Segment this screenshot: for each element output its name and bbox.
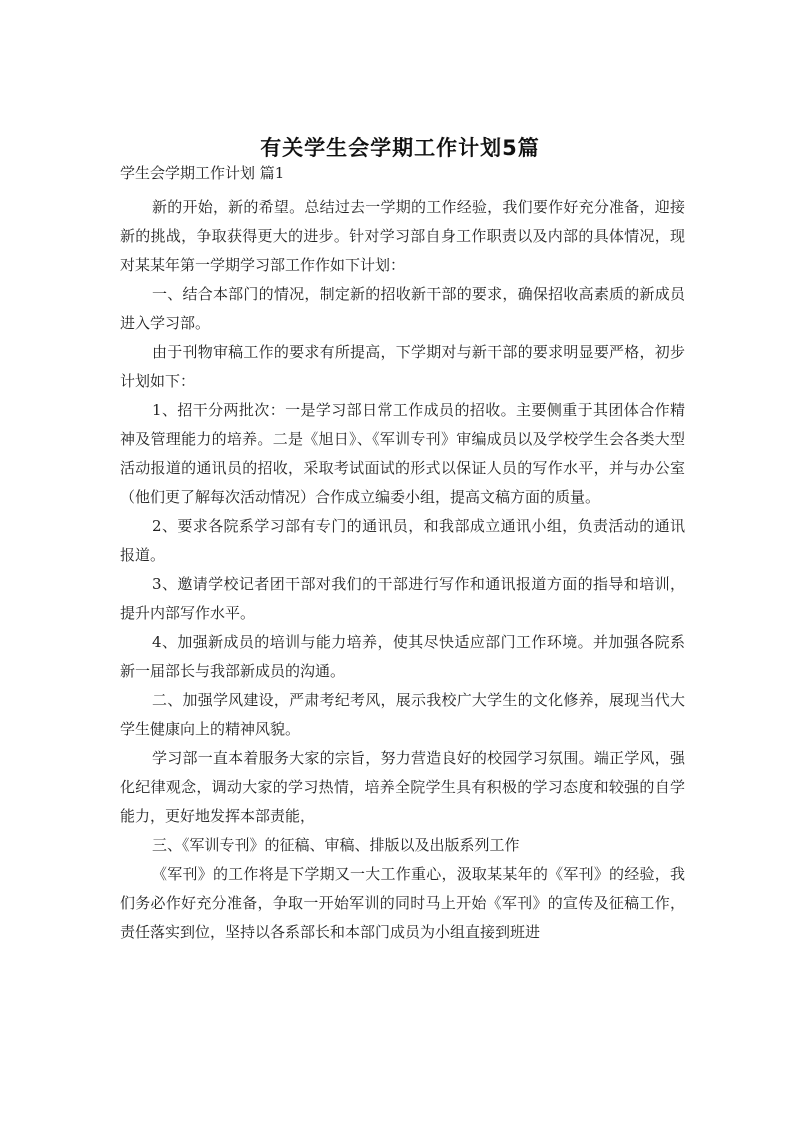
document-title: 有关学生会学期工作计划5篇 [260,136,540,161]
paragraph: 2、要求各院系学习部有专门的通讯员，和我部成立通讯小组，负责活动的通讯报道。 [120,517,685,564]
paragraph: 一、结合本部门的情况，制定新的招收新干部的要求，确保招收高素质的新成员进入学习部。 [120,285,685,332]
document-body [120,193,685,947]
paragraph: 学习部一直本着服务大家的宗旨，努力营造良好的校园学习氛围。端正学风，强化纪律观念，调动大家的学习热情，培养全院学生具有积极的学习态度和较强的自学能力，更好地发挥本部责能， [120,749,685,825]
section-heading: 学生会学期工作计划 篇1 [120,164,285,182]
paragraph: 1、招干分两批次：一是学习部日常工作成员的招收。主要侧重于其团体合作精神及管理能力的培养。二是《旭日》、《军训专刊》审编成员以及学校学生会各类大型活动报道的通讯员的招收，采取考试面试的形式以保证人员的写作水平，并与办公室（他们更了解每次活动情况）合作成立编委小组，提高文稿方面的质量。 [120,401,685,506]
paragraph: 4、加强新成员的培训与能力培养，使其尽快适应部门工作环境。并加强各院系新一届部长与我部新成员的沟通。 [120,633,685,680]
paragraph: 二、加强学风建设，严肃考纪考风，展示我校广大学生的文化修养，展现当代大学生健康向上的精神风貌。 [120,691,685,738]
paragraph: 《军刊》的工作将是下学期又一大工作重心，汲取某某年的《军刊》的经验，我们务必作好充分准备，争取一开始军训的同时马上开始《军刊》的宣传及征稿工作，责任落实到位，坚持以各系部长和本部门成员为小组直接到班进 [120,865,685,941]
paragraph: 新的开始，新的希望。总结过去一学期的工作经验，我们要作好充分准备，迎接新的挑战，争取获得更大的进步。针对学习部自身工作职责以及内部的具体情况，现对某某年第一学期学习部工作作如下计划： [120,198,685,274]
paragraph: 由于刊物审稿工作的要求有所提高，下学期对与新干部的要求明显要严格，初步计划如下： [120,343,685,390]
paragraph: 3、邀请学校记者团干部对我们的干部进行写作和通讯报道方面的指导和培训，提升内部写作水平。 [120,575,685,622]
paragraph: 三、《军训专刊》的征稿、审稿、排版以及出版系列工作 [152,836,520,854]
